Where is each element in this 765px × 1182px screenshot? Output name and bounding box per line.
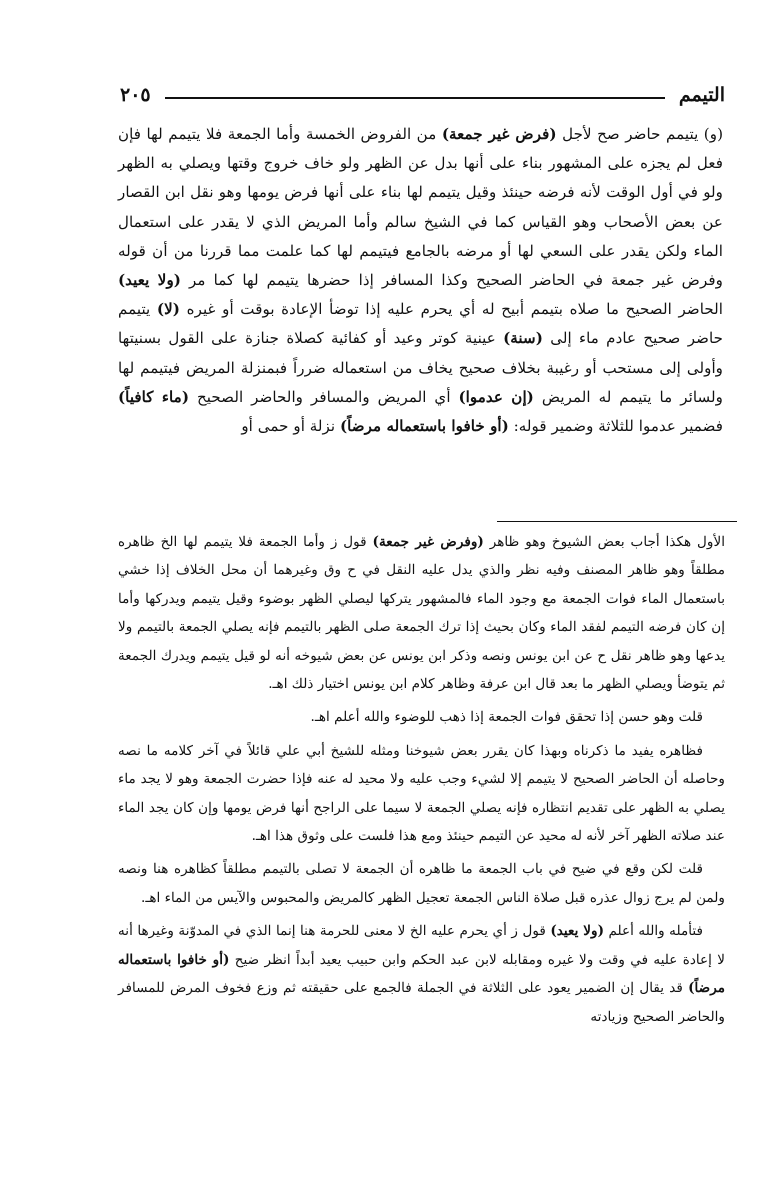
note-paragraph: قلت لكن وقع في ضيح في باب الجمعة ما ظاهره أن الجمعة لا تصلى بالتيمم مطلقاً كظاهره هنا ونصه ولمن لم يرج زوال عذره قبل صلاة الناس الجمعة تعجيل الظهر كالمريض والمحبوس والآيس من الماء اهـ. [118, 861, 725, 906]
chapter-title: التيمم [678, 84, 725, 106]
footnote-divider [497, 521, 737, 522]
note-paragraph [118, 528, 725, 698]
text-run: نزلة أو حمى أو [241, 417, 340, 436]
quoted-phrase: (أو خافوا باستعماله مرضاً) [339, 417, 509, 436]
text-run: قول ز وأما الجمعة فلا يتيمم لها الخ ظاهره مطلقاً وهو ظاهر المصنف وفيه نظر والذي يدل عليه النقل في ح وق وغيرهما أن محل الخلاف إذا خشي باستعمال الماء فوات الجمعة مع وجود الماء فالمشهور يتركها ليصلي الظهر بوضوء وقيل يتيمم ويدركها وأما إن كان فرضه التيمم لفقد الماء وكان بحيث إذا ترك الجمعة صلى الظهر بالتيمم فإنه يصلي الجمعة بالتيمم ولا يدعها وهو ظاهر نقل ح عن ابن يونس ونصه وذكر ابن يونس عن بعض شيوخه أنه لو قيل يتيمم ويدرك الجمعة ثم يتوضأ ويصلي الظهر ما بعد قال ابن عرفة وظاهر كلام ابن يونس اختيار ذلك اهـ. [118, 534, 726, 693]
note-paragraph: فظاهره يفيد ما ذكرناه وبهذا كان يقرر بعض شيوخنا ومثله للشيخ أبي علي قائلاً في آخر كلامه ما نصه وحاصله أن الحاضر الصحيح لا يتيمم إلا لشيء وجب عليه ولا محيد له عنه فإذا حضرت الجمعة وهو لا يجد ماء يصلي به الظهر على تقديم انتظاره فإنه يصلي الجمعة لا سيما على الراجح أنها فرض يومها وإن كان يجد الماء عند صلاته الظهر آخر لأنه له محيد عن التيمم حينئذ ومع هذا فلست على وثوق هذا اهـ. [118, 742, 725, 845]
text-run: فتأمله والله أعلم [604, 923, 703, 940]
quoted-phrase: (لا) [156, 300, 180, 319]
main-text [118, 120, 723, 441]
commentary-notes [118, 528, 725, 1031]
text-run: أي المريض والمسافر والحاضر الصحيح [189, 387, 459, 406]
text-run: قد يقال إن الضمير يعود على الثلاثة في الجملة فالجمع على حقيقته ثم وزع فخوف المرض للمسافر والحاضر الصحيح وزيادته [118, 980, 725, 1025]
quoted-phrase: (أو خافوا باستعماله مرضاً) [118, 951, 725, 997]
quoted-phrase: (ولا يعيد) [550, 923, 605, 940]
note-paragraph [118, 917, 725, 1031]
text-run: من الفروض الخمسة وأما الجمعة فلا يتيمم لها فإن فعل لم يجزه على المشهور بناء على أنها بدل عن الظهر ولو خاف خروج وقتها ويصلي به الظهر ولو في أول الوقت لأنه فرضه حينئذ وقيل يتيمم لها بناء على أنها فرض يومها وهو نقل ابن القصار عن بعض الأصحاب وهو القياس كما في الشيخ سالم وأما المريض الذي لا يقدر على استعمال الماء ولكن يقدر على السعي لها أو مرضه بالجامع فيتيمم لها كما علمت مما قررنا من أن قوله وفرض غير جمعة في الحاضر الصحيح وكذا المسافر إذا حضرها يتيمم لها كما مر [118, 125, 724, 290]
text-run: عينية كوتر وعيد أو كفائية كصلاة جنازة على القول بسنيتها وأولى إلى مستحب أو رغيبة بخلاف صحيح يخاف من استعماله ضرراً فبمنزلة المريض فيتيمم لها ولسائر ما يتيمم له المريض [118, 329, 723, 406]
quoted-phrase: (فرض غير جمعة) [441, 125, 557, 143]
text-run: فضمير عدموا للثلاثة وضمير قوله: [508, 417, 723, 436]
text-run: يتيمم حاضر صحيح عادم ماء إلى [118, 300, 723, 348]
text-run: (و) يتيمم حاضر صح لأجل [556, 125, 723, 143]
text-run: الحاضر الصحيح ما صلاه بتيمم أبيح له أي يحرم عليه إذا توضأ الإعادة بوقت أو غيره [179, 300, 723, 319]
text-run: الأول هكذا أجاب بعض الشيوخ وهو ظاهر [483, 534, 725, 550]
running-header [120, 78, 725, 112]
text-run: قول ز أي يحرم عليه الخ لا معنى للحرمة هنا إنما الذي في المدوّنة وغيرها أنه لا إعادة عليه في وقت ولا غيره ومقابله لابن عبد الحكم وابن حبيب يعيد أبداً انظر ضيح [118, 923, 725, 968]
page-number: ٢٠٥ [120, 84, 151, 106]
header-rule [165, 97, 665, 99]
quoted-phrase: (وفرض غير جمعة) [372, 534, 484, 550]
main-paragraph [118, 120, 723, 441]
note-paragraph: قلت وهو حسن إذا تحقق فوات الجمعة إذا ذهب للوضوء والله أعلم اهـ. [310, 709, 703, 726]
quoted-phrase: (ماء كافياً) [118, 387, 190, 406]
quoted-phrase: (سنة) [503, 329, 543, 348]
quoted-phrase: (إن عدموا) [458, 387, 534, 406]
quoted-phrase: (ولا يعيد) [118, 271, 181, 290]
